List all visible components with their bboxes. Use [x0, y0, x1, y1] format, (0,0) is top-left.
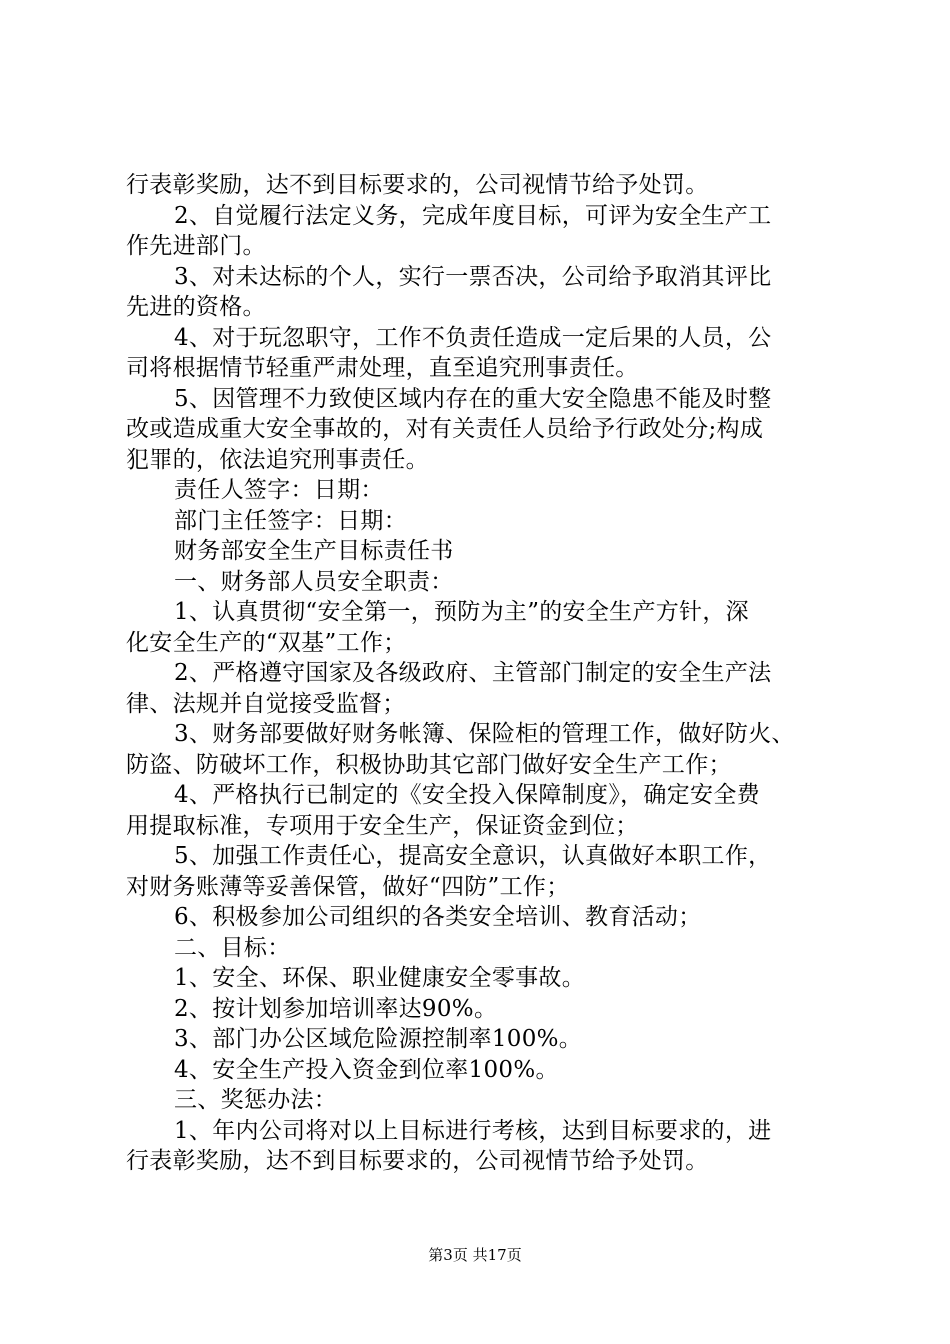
text-line: 先进的资格。: [126, 294, 266, 320]
text-line: 化安全生产的“双基”工作；: [126, 629, 407, 656]
text-line: 对财务账薄等妥善保管，做好“四防”工作；: [126, 873, 570, 900]
text-line: 财务部安全生产目标责任书: [174, 538, 454, 564]
text-line: 作先进部门。: [126, 233, 266, 259]
text-line: 二、目标：: [174, 934, 291, 961]
text-line: 3、财务部要做好财务帐簿、保险柜的管理工作，做好防火、: [174, 721, 795, 747]
text-line: 5、加强工作责任心，提高安全意识，认真做好本职工作，: [174, 843, 772, 869]
text-line: 行表彰奖励，达不到目标要求的，公司视情节给予处罚。: [126, 172, 709, 198]
text-line: 4、对于玩忽职守，工作不负责任造成一定后果的人员，公: [174, 324, 772, 351]
text-line: 3、部门办公区域危险源控制率100%。: [174, 1026, 583, 1052]
text-line: 3、对未达标的个人，实行一票否决，公司给予取消其评比: [174, 263, 772, 290]
text-line: 1、安全、环保、职业健康安全零事故。: [174, 965, 586, 991]
text-line: 1、年内公司将对以上目标进行考核，达到目标要求的，进: [174, 1117, 772, 1144]
text-line: 行表彰奖励，达不到目标要求的，公司视情节给予处罚。: [126, 1148, 709, 1174]
text-line: 2、严格遵守国家及各级政府、主管部门制定的安全生产法: [174, 660, 772, 686]
text-line: 5、因管理不力致使区域内存在的重大安全隐患不能及时整: [174, 385, 772, 412]
text-line: 律、法规并自觉接受监督；: [126, 690, 406, 717]
text-line: 2、自觉履行法定义务，完成年度目标，可评为安全生产工: [174, 202, 772, 229]
text-line: 责任人签字：日期：: [174, 477, 384, 503]
text-line: 部门主任签字：日期：: [174, 507, 407, 534]
text-line: 4、严格执行已制定的《安全投入保障制度》，确定安全费: [174, 782, 760, 808]
page-number-footer: 第3页 共17页: [428, 1246, 522, 1264]
text-line: 犯罪的，依法追究刑事责任。: [126, 446, 429, 473]
document-body: [126, 170, 831, 1177]
text-line: 6、积极参加公司组织的各类安全培训、教育活动；: [174, 904, 702, 930]
text-line: 1、认真贯彻“安全第一，预防为主”的安全生产方针，深: [174, 599, 749, 625]
text-line: 改或造成重大安全事故的，对有关责任人员给予行政处分;构成: [126, 416, 764, 442]
text-line: 司将根据情节轻重严肃处理，直至追究刑事责任。: [126, 355, 639, 381]
text-line: 2、按计划参加培训率达90%。: [174, 995, 498, 1022]
text-line: 一、财务部人员安全职责：: [174, 568, 454, 595]
text-line: 4、安全生产投入资金到位率100%。: [174, 1056, 559, 1083]
text-line: 三、奖惩办法：: [174, 1087, 338, 1113]
text-line: 用提取标准，专项用于安全生产，保证资金到位；: [126, 812, 639, 839]
text-line: 防盗、防破坏工作，积极协助其它部门做好安全生产工作；: [126, 751, 732, 778]
